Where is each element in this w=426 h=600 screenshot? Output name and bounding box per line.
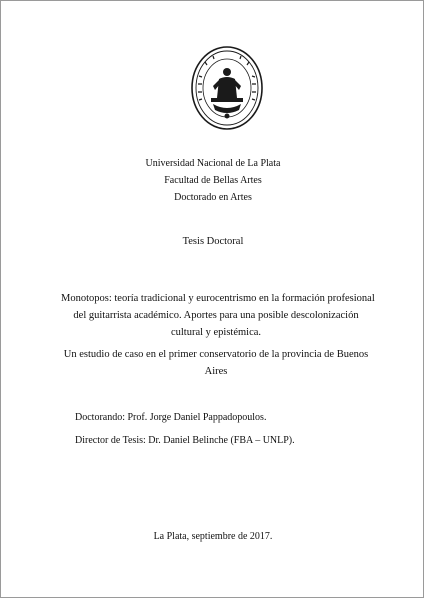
- director-line: Director de Tesis: Dr. Daniel Belinche (FBA – UNLP).: [75, 435, 295, 446]
- thesis-subtitle-line: Un estudio de caso en el primer conservatorio de la provincia de Buenos: [63, 349, 369, 360]
- thesis-title: [61, 290, 375, 341]
- program-name: Doctorado en Artes: [174, 192, 252, 203]
- thesis-title-line: cultural y epistémica.: [170, 327, 262, 338]
- institution-block: [1, 155, 425, 206]
- thesis-type: Tesis Doctoral: [182, 236, 244, 247]
- authors-block: [75, 406, 295, 452]
- thesis-subtitle: [61, 346, 371, 380]
- thesis-title-line: Monotopos: teoría tradicional y eurocentrismo en la formación profesional: [61, 293, 375, 304]
- place-date: La Plata, septiembre de 2017.: [153, 531, 273, 542]
- university-name: Universidad Nacional de La Plata: [145, 158, 281, 169]
- doctorando-line: Doctorando: Prof. Jorge Daniel Pappadopoulos.: [75, 412, 267, 423]
- thesis-title-line: del guitarrista académico. Aportes para una posible descolonización: [73, 310, 359, 321]
- thesis-subtitle-line: Aires: [204, 366, 228, 377]
- university-seal-icon: [191, 46, 263, 132]
- faculty-name: Facultad de Bellas Artes: [164, 175, 262, 186]
